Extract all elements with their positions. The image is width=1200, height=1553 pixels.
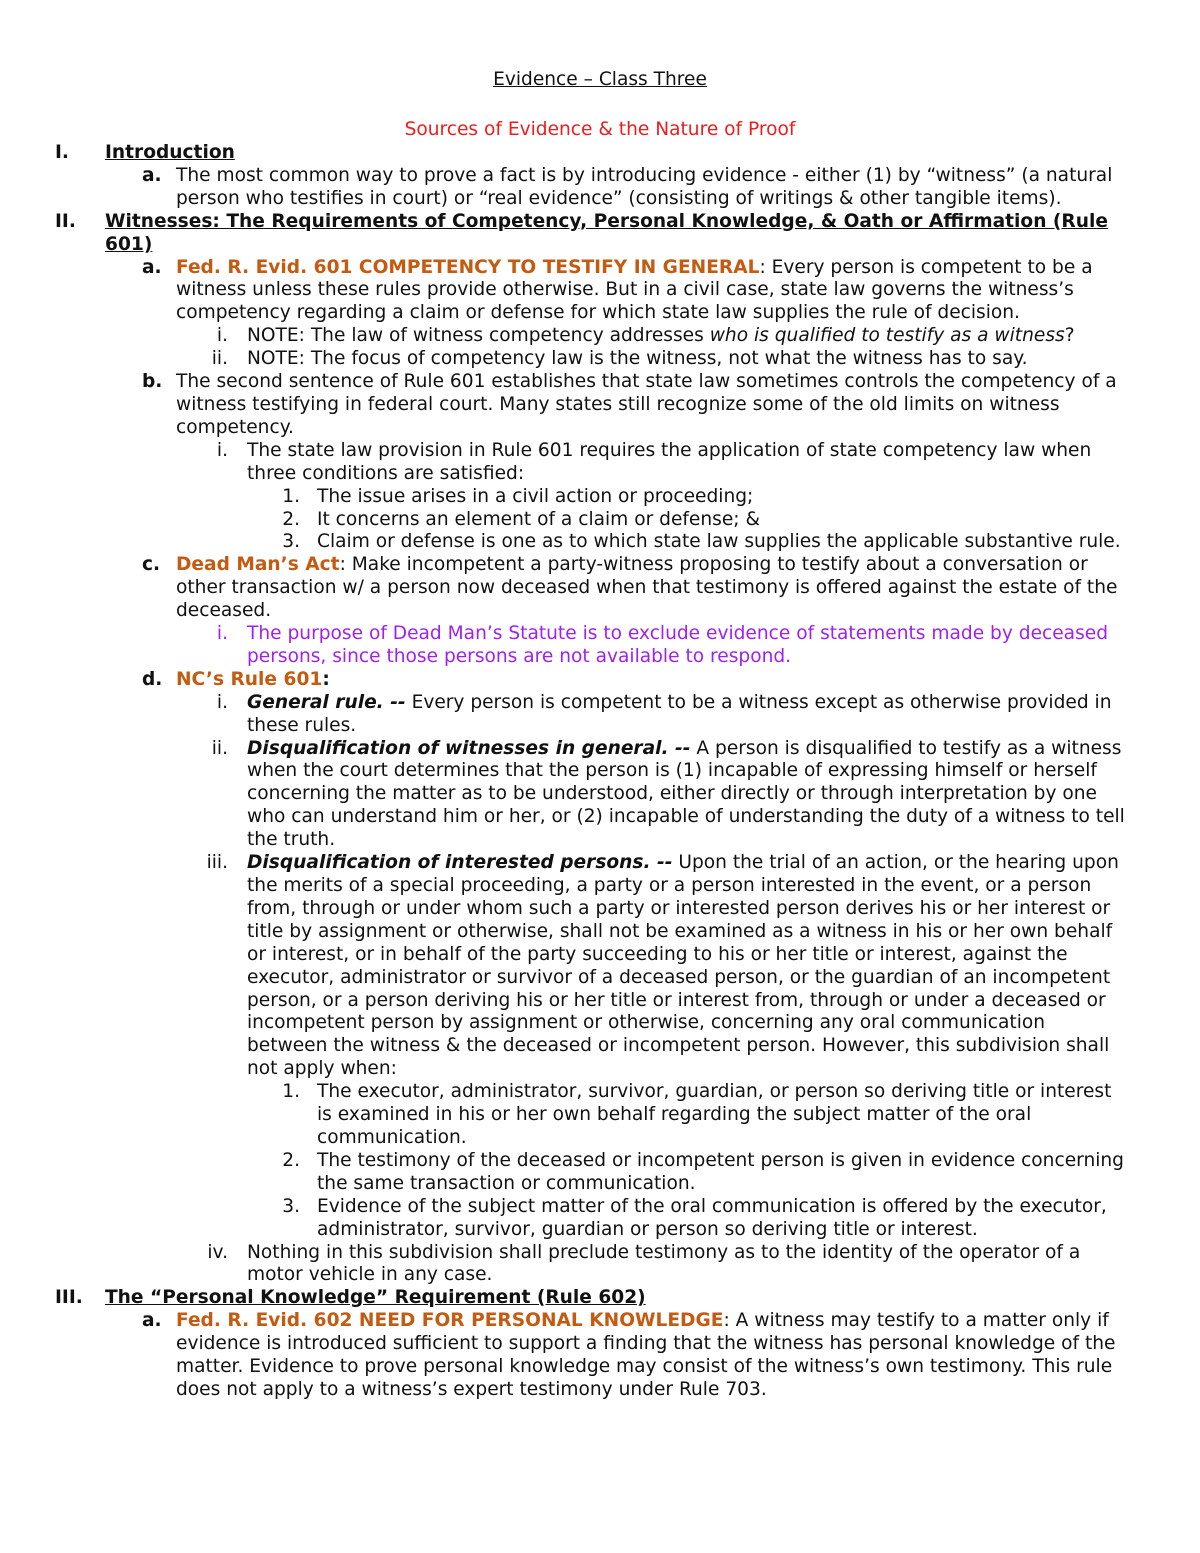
item-marker: c. bbox=[142, 554, 161, 576]
item-lead: General rule. -- bbox=[247, 691, 406, 713]
item-text: : A witness may testify to a matter only if evidence is introduced sufficient to support a finding that the witness has personal knowledge of the matter. Evidence to prove personal knowledge may consist of the witness’s own testimony. This rule does not apply to a witness’s expert testimony under Rule 703. bbox=[176, 1310, 1116, 1400]
list-item bbox=[0, 348, 1200, 371]
item-text: The state law provision in Rule 601 requires the application of state competency law when three conditions are satisfied: bbox=[247, 439, 1092, 484]
list-item-nc-rule-601 bbox=[0, 669, 1200, 692]
item-marker: d. bbox=[142, 668, 163, 690]
list-item-rule-602 bbox=[0, 1310, 1200, 1402]
item-marker: a. bbox=[142, 164, 162, 186]
list-item bbox=[0, 1150, 1200, 1196]
item-marker: iii. bbox=[206, 852, 228, 874]
section-number: III. bbox=[55, 1287, 83, 1309]
rule-citation: Fed. R. Evid. 601 COMPETENCY TO TESTIFY IN GENERAL bbox=[176, 256, 760, 278]
item-text: The purpose of Dead Man’s Statute is to exclude evidence of statements made by deceased persons, since those persons are not available to respond. bbox=[247, 623, 1108, 667]
item-marker: 1. bbox=[282, 1081, 300, 1103]
list-item bbox=[0, 1196, 1200, 1242]
item-marker: ii. bbox=[211, 348, 228, 370]
item-text-end: ? bbox=[1064, 325, 1075, 347]
item-text: The testimony of the deceased or incompetent person is given in evidence concerning the same transaction or communication. bbox=[317, 1149, 1124, 1194]
item-text: The most common way to prove a fact is by introducing evidence - either (1) by “witness” (a natural person who testifies in court) or “real evidence” (consisting of writings & other tangible items). bbox=[176, 164, 1113, 209]
item-text: Claim or defense is one as to which state law supplies the applicable substantive rule. bbox=[317, 531, 1121, 553]
item-marker: 3. bbox=[282, 531, 300, 553]
item-text: NOTE: The focus of competency law is the witness, not what the witness has to say. bbox=[247, 348, 1028, 370]
item-text: Evidence of the subject matter of the oral communication is offered by the executor, administrator, survivor, guardian or person so deriving title or interest. bbox=[317, 1195, 1107, 1240]
list-item bbox=[0, 440, 1200, 486]
rule-citation: Dead Man’s Act bbox=[176, 554, 340, 576]
section-number: II. bbox=[55, 210, 76, 232]
outline-body bbox=[0, 142, 1200, 1402]
item-marker: iv. bbox=[207, 1241, 228, 1263]
list-item bbox=[0, 692, 1200, 738]
item-text: The executor, administrator, survivor, guardian, or person so deriving title or interest is examined in his or her own behalf regarding the subject matter of the oral communication. bbox=[317, 1081, 1112, 1148]
item-text: NOTE: The law of witness competency addresses bbox=[247, 325, 710, 347]
section-introduction bbox=[0, 142, 1200, 165]
item-marker: i. bbox=[216, 439, 228, 461]
item-text: : bbox=[322, 668, 330, 690]
item-lead: Disqualification of interested persons. -- bbox=[247, 852, 673, 874]
rule-citation: NC’s Rule 601 bbox=[176, 668, 323, 690]
item-marker: i. bbox=[216, 623, 228, 645]
list-item bbox=[0, 531, 1200, 554]
item-marker: 3. bbox=[282, 1195, 300, 1217]
item-text: Upon the trial of an action, or the hearing upon the merits of a special proceeding, a party or a person interested in the event, or a person from, through or under whom such a party or interested person derives his or her interest or title by assignment or otherwise, shall not be examined as a witness in his or her own behalf or interest, or in behalf of the party succeeding to his or her title or interest, against the executor, administrator or survivor of a deceased person, or the guardian of an incompetent person, or a person deriving his or her title or interest from, through or under a deceased or incompetent person by assignment or otherwise, concerning any oral communication between the witness & the deceased or incompetent person. However, this subdivision shall not apply when: bbox=[247, 852, 1119, 1080]
item-italic-text: who is qualified to testify as a witness bbox=[709, 325, 1065, 347]
item-marker: 2. bbox=[282, 508, 300, 530]
list-item bbox=[0, 1081, 1200, 1150]
section-number: I. bbox=[55, 142, 69, 163]
section-heading: Witnesses: The Requirements of Competency, Personal Knowledge, & Oath or Affirmation (Rule 601) bbox=[105, 210, 1108, 255]
list-item bbox=[0, 371, 1200, 440]
document-title: Evidence – Class Three bbox=[493, 69, 707, 90]
list-item bbox=[0, 509, 1200, 532]
section-witnesses bbox=[0, 211, 1200, 257]
list-item bbox=[0, 852, 1200, 1081]
item-marker: i. bbox=[216, 325, 228, 347]
item-marker: a. bbox=[142, 1310, 162, 1332]
item-marker: 1. bbox=[282, 485, 300, 507]
item-text: The second sentence of Rule 601 establishes that state law sometimes controls the competency of a witness testifying in federal court. Many states still recognize some of the old limits on witness competency. bbox=[176, 371, 1117, 438]
list-item bbox=[0, 623, 1200, 669]
item-text: Nothing in this subdivision shall preclude testimony as to the identity of the operator of a motor vehicle in any case. bbox=[247, 1241, 1081, 1286]
item-text: : Every person is competent to be a witness unless these rules provide otherwise. But in a civil case, state law governs the witness’s competency regarding a claim or defense for which state law supplies the rule of decision. bbox=[176, 256, 1093, 324]
list-item bbox=[0, 325, 1200, 348]
item-marker: 2. bbox=[282, 1149, 300, 1171]
item-lead: Disqualification of witnesses in general. -- bbox=[247, 737, 691, 759]
document-subtitle: Sources of Evidence & the Nature of Proof bbox=[404, 119, 796, 140]
item-marker: ii. bbox=[211, 737, 228, 759]
section-personal-knowledge bbox=[0, 1287, 1200, 1310]
list-item bbox=[0, 1242, 1200, 1288]
list-item-rule-601 bbox=[0, 257, 1200, 326]
item-text: The issue arises in a civil action or proceeding; bbox=[317, 485, 754, 507]
item-text: : Make incompetent a party-witness proposing to testify about a conversation or other transaction w/ a person now deceased when that testimony is offered against the estate of the deceased. bbox=[176, 554, 1118, 622]
section-heading: Introduction bbox=[105, 142, 235, 163]
list-item bbox=[0, 486, 1200, 509]
item-marker: i. bbox=[216, 691, 228, 713]
item-text: Every person is competent to be a witness except as otherwise provided in these rules. bbox=[247, 691, 1112, 736]
list-item bbox=[0, 165, 1200, 211]
list-item-dead-mans-act bbox=[0, 554, 1200, 623]
rule-citation: Fed. R. Evid. 602 NEED FOR PERSONAL KNOWLEDGE bbox=[176, 1310, 724, 1332]
list-item bbox=[0, 738, 1200, 853]
item-marker: b. bbox=[142, 371, 163, 393]
section-heading: The “Personal Knowledge” Requirement (Rule 602) bbox=[105, 1287, 646, 1309]
item-text: It concerns an element of a claim or defense; & bbox=[317, 508, 760, 530]
item-marker: a. bbox=[142, 256, 162, 278]
item-text: A person is disqualified to testify as a witness when the court determines that the person is (1) incapable of expressing himself or herself concerning the matter as to be understood, either directly or through interpretation by one who can understand him or her, or (2) incapable of understanding the duty of a witness to tell the truth. bbox=[247, 737, 1125, 851]
